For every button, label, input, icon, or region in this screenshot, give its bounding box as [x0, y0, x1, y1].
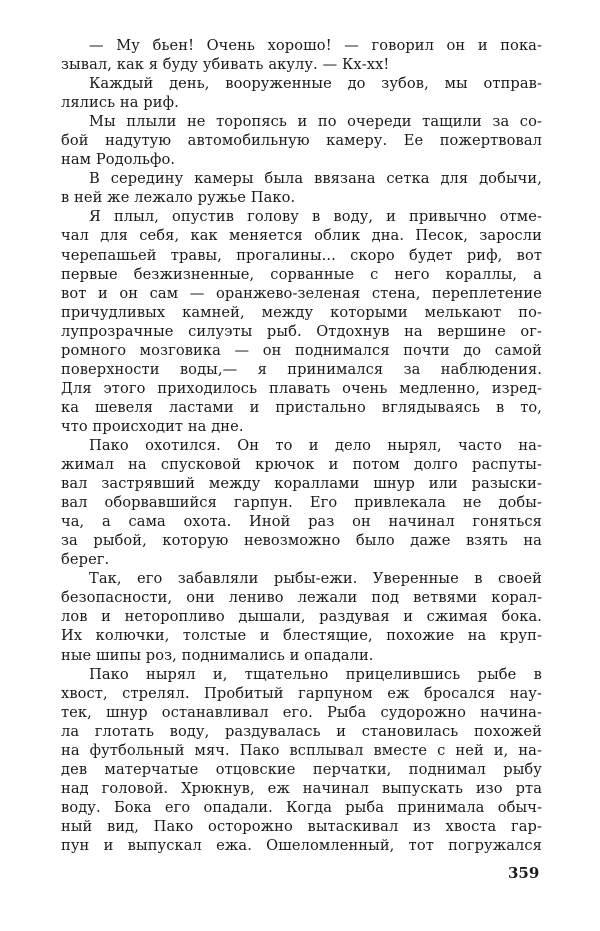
text-line: Пако охотился. Он то и дело нырял, часто на-: [89, 436, 542, 454]
paragraph: [61, 436, 542, 569]
text-line: Так, его забавляли рыбы-ежи. Уверенные в своей: [89, 570, 542, 588]
text-line: ромного мозговика — он поднимался почти до самой: [61, 341, 542, 359]
text-line: вал застрявший между кораллами шнур или разыски-: [61, 475, 542, 493]
text-line: Для этого приходилось плавать очень медленно, изред-: [61, 379, 542, 397]
paragraph: [61, 665, 542, 855]
text-line: Пако нырял и, тщательно прицелившись рыбе в: [89, 665, 542, 683]
text-line: поверхности воды,— я принимался за наблюдения.: [61, 360, 542, 378]
text-line: — Му бьен! Очень хорошо! — говорил он и пока-: [89, 37, 542, 54]
text-line: ные шипы роз, поднимались и опадали.: [61, 646, 374, 664]
paragraph: [61, 36, 542, 74]
text-line: воду. Бока его опадали. Когда рыба принимала обыч-: [61, 798, 542, 816]
text-line: Их колючки, толстые и блестящие, похожие на круп-: [61, 627, 542, 645]
text-line: ка шевеля ластами и пристально вглядываясь в то,: [61, 398, 542, 416]
text-line: Я плыл, опустив голову в воду, и привычно отме-: [89, 208, 542, 226]
paragraph: [61, 569, 542, 664]
paragraph: [61, 74, 542, 112]
paragraph: [61, 112, 542, 169]
text-line: дев матерчатые отцовские перчатки, поднимал рыбу: [61, 760, 542, 778]
text-line: первые безжизненные, сорванные с него кораллы, а: [61, 265, 542, 283]
text-line: в ней же лежало ружье Пако.: [61, 189, 296, 207]
paragraph: [61, 169, 542, 207]
text-line: на футбольный мяч. Пако всплывал вместе с ней и, на-: [61, 741, 542, 759]
text-line: вал оборвавшийся гарпун. Его привлекала не добы-: [61, 494, 542, 512]
text-line: пун и выпускал ежа. Ошеломленный, тот погружался: [61, 836, 542, 854]
text-line: вот и он сам — оранжево-зеленая стена, переплетение: [61, 284, 542, 302]
text-line: зывал, как я буду убивать акулу. — Кх-хх!: [61, 56, 390, 74]
text-line: ча, а сама охота. Иной раз он начинал гоняться: [61, 513, 542, 531]
text-line: бой надутую автомобильную камеру. Ее пожертвовал: [61, 132, 542, 150]
text-line: над головой. Хрюкнув, еж начинал выпускать изо рта: [61, 779, 542, 797]
text-line: хвост, стрелял. Пробитый гарпуном еж бросался нау-: [61, 684, 542, 702]
text-line: Мы плыли не торопясь и по очереди тащили за со-: [89, 113, 542, 131]
text-line: лялись на риф.: [61, 94, 179, 112]
text-line: за рыбой, которую невозможно было даже взять на: [61, 532, 542, 550]
text-line: лупрозрачные силуэты рыб. Отдохнув на вершине ог-: [61, 322, 542, 340]
text-line: чал для себя, как меняется облик дна. Песок, заросли: [61, 227, 542, 245]
text-line: безопасности, они лениво лежали под ветвями корал-: [61, 589, 542, 607]
text-line: Каждый день, вооруженные до зубов, мы отправ-: [89, 75, 542, 93]
text-line: В середину камеры была ввязана сетка для добычи,: [89, 170, 542, 188]
text-line: берег.: [61, 551, 110, 569]
text-line: причудливых камней, между которыми мелькают по-: [61, 303, 542, 321]
text-line: черепашьей травы, прогалины... скоро будет риф, вот: [61, 246, 542, 264]
text-line: нам Родольфо.: [61, 151, 176, 169]
text-line: ный вид, Пако осторожно вытаскивал из хвоста гар-: [61, 817, 542, 835]
text-line: ла глотать воду, раздувалась и становилась похожей: [61, 722, 542, 740]
text-line: тек, шнур останавливал его. Рыба судорожно начина-: [61, 703, 542, 721]
text-line: лов и неторопливо дышали, раздувая и сжимая бока.: [61, 608, 542, 626]
text-line: что происходит на дне.: [61, 417, 244, 435]
paragraph: [61, 207, 542, 436]
text-line: жимал на спусковой крючок и потом долго распуты-: [61, 456, 542, 474]
book-page-text: [61, 36, 542, 855]
page-number: 359: [508, 864, 540, 882]
